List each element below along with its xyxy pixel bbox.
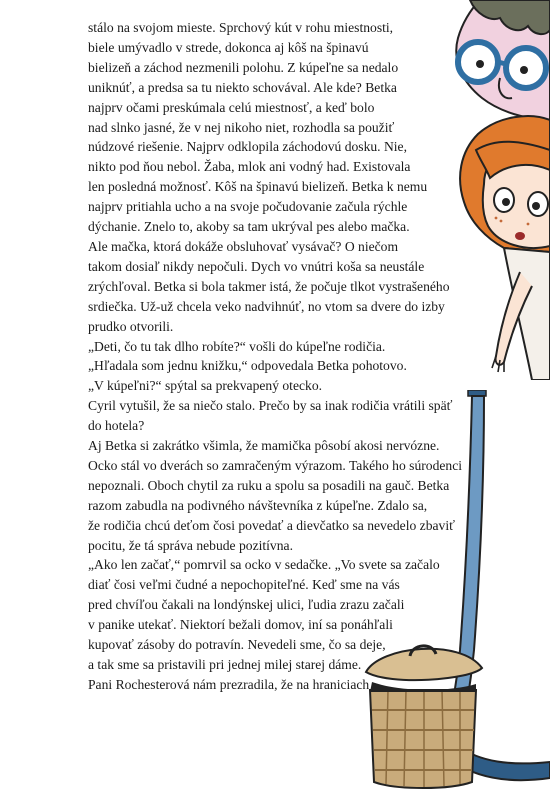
text-line: len posledná možnosť. Kôš na špinavú bielizeň. Betka k nemu [88,179,428,195]
text-line: takom dosiaľ nikdy nepočuli. Dych vo vnútri koša sa neustále [88,258,425,274]
text-line: srdiečka. Už-už chcela veko nadvihnúť, no vtom sa dvere do izby [88,298,445,314]
text-line: Ocko stál vo dverách so zamračeným výrazom. Takého ho súrodenci [88,457,463,473]
girl-figure [460,116,550,380]
text-line: Pani Rochesterová nám prezradila, že na hraniciach [88,676,370,692]
text-line: v panike utekať. Niektorí bežali domov, iní sa ponáhľali [88,617,393,633]
text-line: „Deti, čo tu tak dlho robíte?“ vošli do kúpeľne rodičia. [88,338,386,354]
laundry-basket [366,646,482,788]
text-line: diať čosi veľmi čudné a nepochopiteľné. Keď sme na vás [88,577,400,593]
text-line: bielizeň a záchod nezmenili polohu. Z kúpeľne sa nedalo [88,59,399,75]
text-line: „Ako len začať,“ pomrvil sa ocko v sedačke. „Vo svete sa začalo [88,557,440,573]
text-line: a tak sme sa pristavili pri jednej milej starej dáme. [88,657,362,672]
text-line: pocitu, že tá správa nebude pozitívna. [88,537,293,553]
text-line: do hotela? [88,418,145,434]
text-line: uniknúť, a predsa sa tu niekto schovával. Ale kde? Betka [88,79,397,95]
text-line: nad slnko jasné, že v nej nikoho niet, rozhodla sa použiť [88,119,395,135]
peeking-children-illustration [400,0,550,380]
text-line: nepoznali. Oboch chytil za ruku a spolu sa posadili na gauč. Betka [88,477,450,493]
text-line: razom zabudla na podivného návštevníka z kúpeľne. Zdalo sa, [88,497,428,513]
text-line: Aj Betka si zakrátko všimla, že mamička pôsobí akosi nervózne. [88,438,440,454]
text-line: nikto pod ňou nebol. Žaba, mlok ani vodný had. Existovala [88,159,411,175]
text-line: pred chvíľou čakali na londýnskej ulici, ľudia zrazu začali [88,597,405,613]
text-line: že rodičia chcú deťom čosi povedať a dievčatko sa nevedelo zbaviť [88,517,455,533]
boy-head [456,0,550,120]
text-line: „V kúpeľni?“ spýtal sa prekvapený otecko. [88,378,323,394]
text-line: „Hľadala som jednu knižku,“ odpovedala Betka pohotovo. [88,358,407,374]
text-line: biele umývadlo v strede, dokonca aj kôš na špinavú [88,39,369,55]
text-line: najprv očami preskúmala celú miestnosť, a keď bolo [88,99,375,115]
text-line: kupovať zásoby do potravín. Nevedeli sme, čo sa deje, [88,637,386,653]
text-line: najprv pritiahla ucho a na svoje počudovanie začula rýchle [88,199,408,215]
text-line: Cyril vytušil, že sa niečo stalo. Prečo by sa inak rodičia vrátili späť [88,398,453,414]
text-line: prudko otvorili. [88,318,174,334]
text-line: dýchanie. Znelo to, akoby sa tam ukrýval pes alebo mačka. [88,219,410,235]
text-line: núdzové riešenie. Najprv odklopila záchodovú dosku. Nie, [88,139,407,155]
text-line: Ale mačka, ktorá dokáže obsluhovať vysávač? O niečom [88,238,399,254]
vacuum-and-basket-illustration [340,390,550,800]
text-line: stálo na svojom mieste. Sprchový kút v rohu miestnosti, [88,20,394,35]
text-line: zrýchľoval. Betka si bola takmer istá, že počuje tlkot vystrašeného [88,278,450,294]
